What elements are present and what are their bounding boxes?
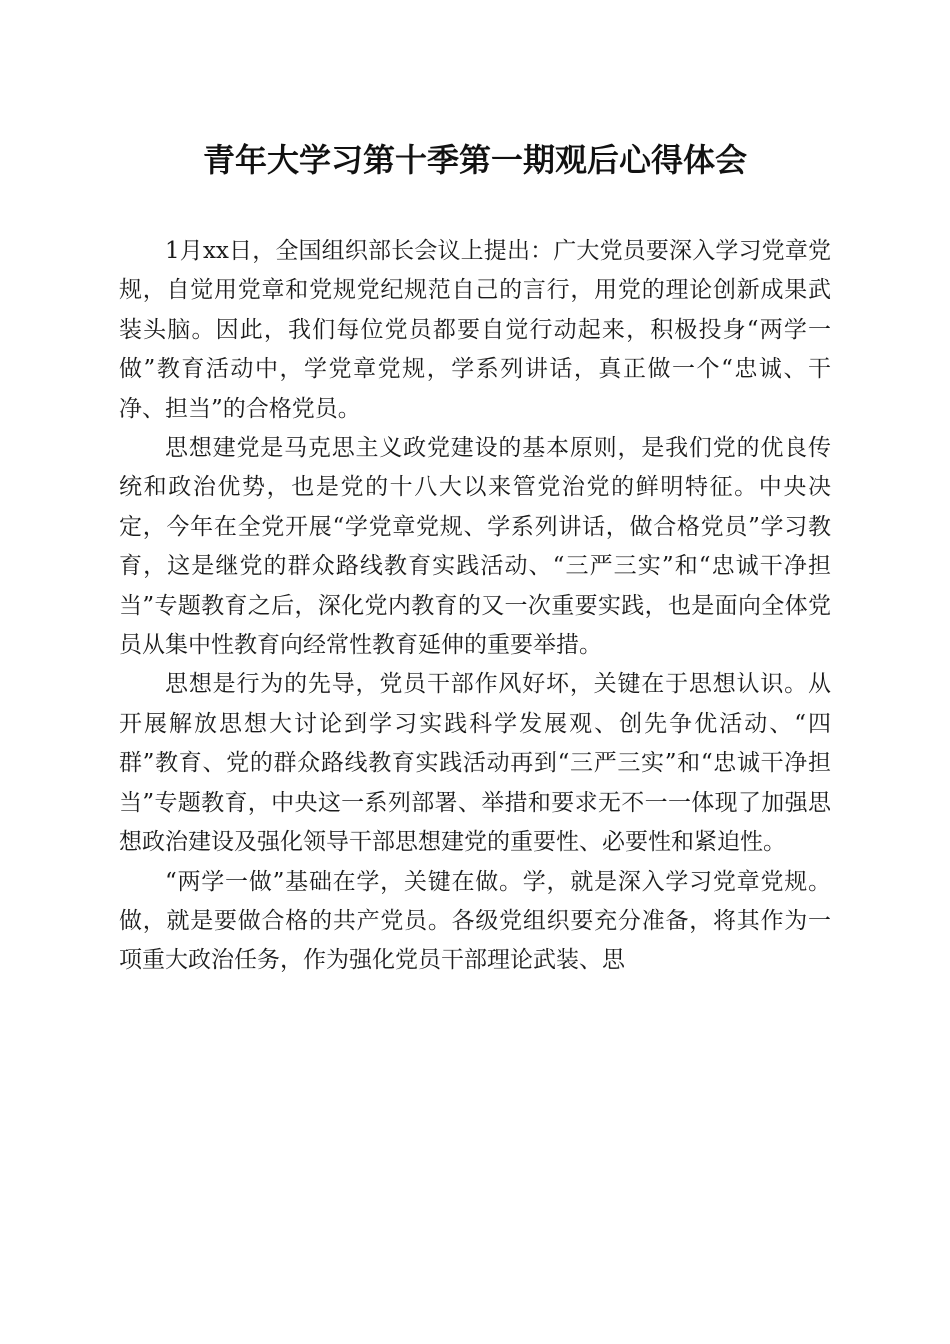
paragraph-1: 1月xx日，全国组织部长会议上提出：广大党员要深入学习党章党规，自觉用党章和党规党纪规范自己的言行，用党的理论创新成果武装头脑。因此，我们每位党员都要自觉行动起来，积极投身“两学一做”教育活动中，学党章党规，学系列讲话，真正做一个“忠诚、干净、担当”的合格党员。: [119, 238, 831, 422]
paragraph-3: 思想是行为的先导，党员干部作风好坏，关键在于思想认识。从开展解放思想大讨论到学习实践科学发展观、创先争优活动、“四群”教育、党的群众路线教育实践活动再到“三严三实”和“忠诚干净担当”专题教育，中央这一系列部署、举措和要求无不一一体现了加强思想政治建设及强化领导干部思想建党的重要性、必要性和紧迫性。: [119, 671, 831, 856]
document-body: [119, 232, 831, 981]
paragraph-2: 思想建党是马克思主义政党建设的基本原则，是我们党的优良传统和政治优势，也是党的十八大以来管党治党的鲜明特征。中央决定，今年在全党开展“学党章党规、学系列讲话，做合格党员”学习教育，这是继党的群众路线教育实践活动、“三严三实”和“忠诚干净担当”专题教育之后，深化党内教育的又一次重要实践，也是面向全体党员从集中性教育向经常性教育延伸的重要举措。: [119, 435, 831, 659]
paragraph-4: “两学一做”基础在学，关键在做。学，就是深入学习党章党规。做，就是要做合格的共产党员。各级党组织要充分准备，将其作为一项重大政治任务，作为强化党员干部理论武装、思: [119, 868, 831, 974]
document-title: 青年大学习第十季第一期观后心得体会: [202, 141, 747, 179]
